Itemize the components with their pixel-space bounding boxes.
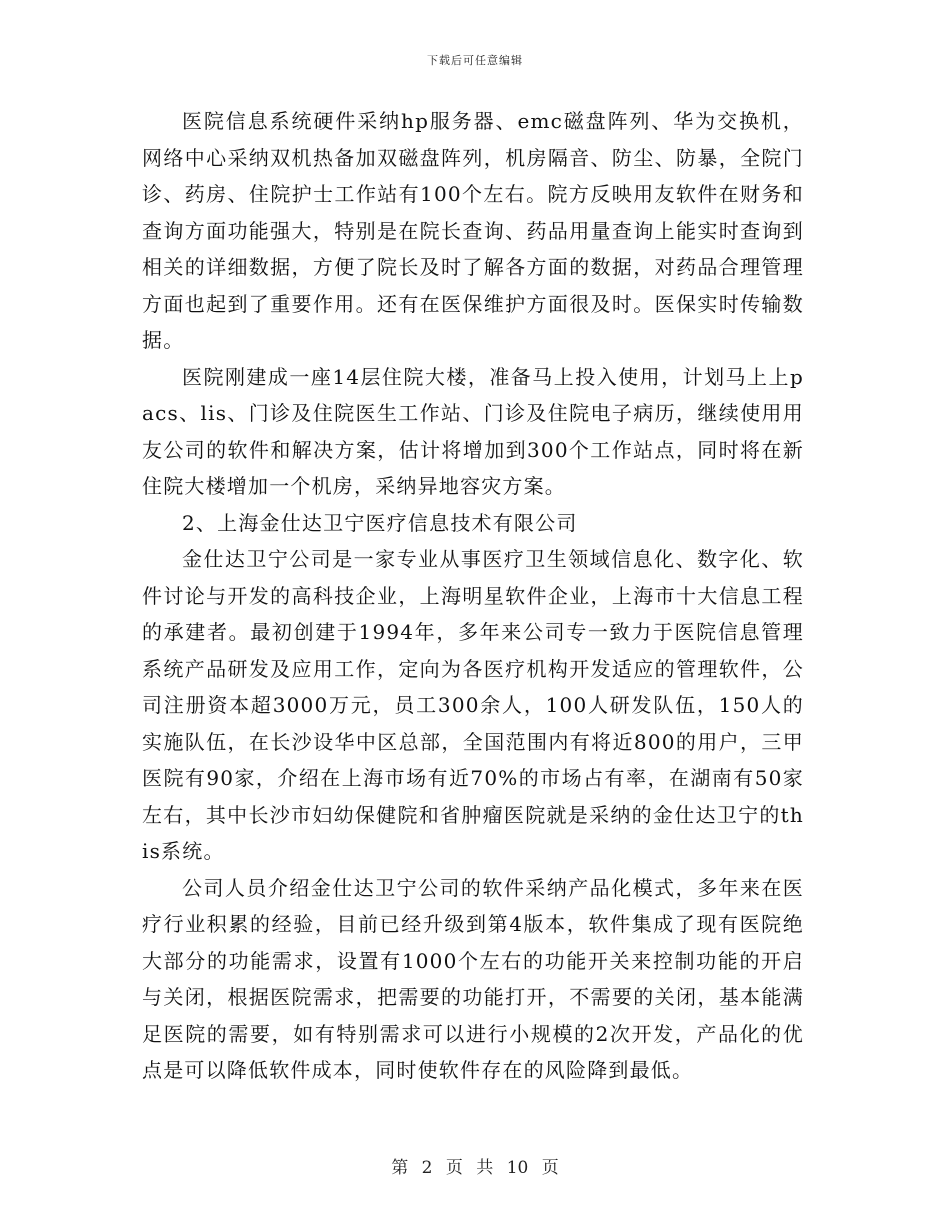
paragraph-new-building: 医院刚建成一座14层住院大楼，准备马上投入使用，计划马上上pacs、lis、门诊及住院医生工作站、门诊及住院电子病历，继续使用用友公司的软件和解决方案，估计将增加到300个工作站点，同时将在新住院大楼增加一个机房，采纳异地容灾方案。	[142, 364, 804, 498]
page-number: 第 2 页 共 10 页	[391, 1158, 559, 1178]
document-body	[142, 103, 804, 1089]
paragraph-product-model: 公司人员介绍金仕达卫宁公司的软件采纳产品化模式，多年来在医疗行业积累的经验，目前已经升级到第4版本，软件集成了现有医院绝大部分的功能需求，设置有1000个左右的功能开关来控制功能的开启与关闭，根据医院需求，把需要的功能打开，不需要的关闭，基本能满足医院的需要，如有特别需求可以进行小规模的2次开发，产品化的优点是可以降低软件成本，同时使软件存在的风险降到最低。	[142, 875, 804, 1082]
paragraph-company-intro: 金仕达卫宁公司是一家专业从事医疗卫生领域信息化、数字化、软件讨论与开发的高科技企业，上海明星软件企业，上海市十大信息工程的承建者。最初创建于1994年，多年来公司专一致力于医院信息管理系统产品研发及应用工作，定向为各医疗机构开发适应的管理软件，公司注册资本超3000万元，员工300余人，100人研发队伍，150人的实施队伍，在长沙设华中区总部，全国范围内有将近800的用户，三甲医院有90家，介绍在上海市场有近70%的市场占有率，在湖南有50家左右，其中长沙市妇幼保健院和省肿瘤医院就是采纳的金仕达卫宁的this系统。	[142, 547, 804, 863]
paragraph-hardware: 医院信息系统硬件采纳hp服务器、emc磁盘阵列、华为交换机，网络中心采纳双机热备加双磁盘阵列，机房隔音、防尘、防暴，全院门诊、药房、住院护士工作站有100个左右。院方反映用友软件在财务和查询方面功能强大，特别是在院长查询、药品用量查询上能实时查询到相关的详细数据，方便了院长及时了解各方面的数据，对药品合理管理方面也起到了重要作用。还有在医保维护方面很及时。医保实时传输数据。	[142, 109, 804, 352]
section-heading-company: 2、上海金仕达卫宁医疗信息技术有限公司	[182, 510, 578, 535]
page-header: 下载后可任意编辑	[427, 54, 523, 67]
